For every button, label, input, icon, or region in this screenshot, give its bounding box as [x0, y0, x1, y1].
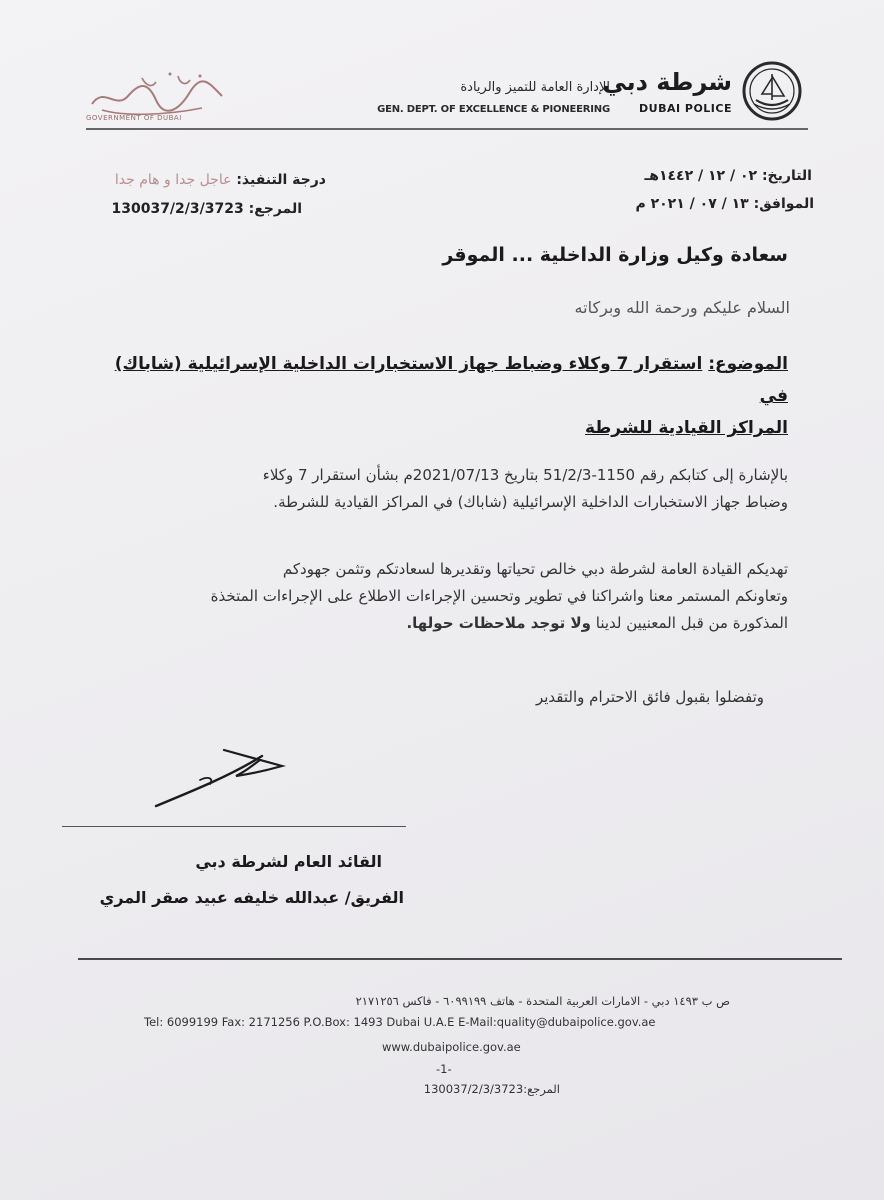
department-name-english: GEN. DEPT. OF EXCELLENCE & PIONEERING	[377, 104, 610, 115]
police-name-arabic: شرطة دبي	[602, 68, 732, 96]
footer-address-arabic: ص ب ١٤٩٣ دبي - الامارات العربية المتحدة - هاتف ٦٠٩٩١٩٩ - فاكس ٢١٧١٢٥٦	[355, 994, 730, 1008]
police-name-english: DUBAI POLICE	[639, 102, 732, 115]
date-gregorian-line	[635, 196, 814, 212]
subject-text-2: المراكز القيادية للشرطة	[584, 418, 788, 438]
paragraph-1-line-2: وضباط جهاز الاستخبارات الداخلية الإسرائيلية (شاباك) في المراكز القيادية للشرطة.	[273, 493, 788, 511]
paragraph-1-line-1: بالإشارة إلى كتابكم رقم 1150-51/2/3 بتاريخ 2021/07/13م بشأن استقرار 7 وكلاء	[262, 466, 788, 484]
subject-label: الموضوع:	[708, 354, 788, 374]
footer-website: www.dubaipolice.gov.ae	[382, 1040, 521, 1054]
subject-line-1	[98, 348, 788, 412]
greeting: السلام عليكم ورحمة الله وبركاته	[574, 298, 790, 317]
subject-text-1: استقرار 7 وكلاء وضباط جهاز الاستخبارات الداخلية الإسرائيلية (شاباك) في	[114, 354, 788, 406]
paragraph-2-line-2: وتعاونكم المستمر معنا واشراكنا في تطوير وتحسين الإجراءات الاطلاع على الإجراءات المتخذة	[210, 587, 788, 605]
footer-reference-label: المرجع	[527, 1082, 560, 1096]
signatory-title: القائد العام لشرطة دبي	[195, 852, 382, 871]
paragraph-2-no-remarks: ولا توجد ملاحظات حولها.	[406, 614, 591, 632]
date-gregorian: ١٣ / ٠٧ / ٢٠٢١ م	[635, 196, 749, 212]
paragraph-2-line-1: تهديكم القيادة العامة لشرطة دبي خالص تحياتها وتقديرها لسعادتكم وتثمن جهودكم	[282, 560, 788, 578]
date-label: التاريخ:	[761, 168, 812, 184]
reference-line	[76, 201, 302, 217]
page-number: -1-	[436, 1062, 452, 1076]
reference-value: 130037/2/3/3723	[111, 201, 244, 217]
footer-reference: المرجع:130037/2/3/3723	[423, 1082, 560, 1096]
corresponding-label: الموافق:	[753, 196, 814, 212]
signatory-name: الفريق/ عبدالله خليفه عبيد صقر المري	[99, 888, 404, 907]
closing: وتفضلوا بقبول فائق الاحترام والتقدير	[535, 688, 764, 706]
subject	[98, 348, 788, 444]
footer-reference-value: 130037/2/3/3723	[423, 1082, 524, 1096]
date-hijri-line	[644, 168, 812, 184]
dubai-police-emblem-icon	[740, 60, 804, 122]
paragraph-thanks	[28, 556, 788, 637]
priority-value: عاجل جدا و هام جدا	[114, 172, 232, 188]
addressee: سعادة وكيل وزارة الداخلية ... الموقر	[442, 244, 788, 266]
department-name-arabic: الإدارة العامة للتميز والريادة	[460, 80, 610, 95]
priority-label: درجة التنفيذ:	[236, 172, 326, 188]
signature-line	[62, 826, 406, 827]
handwritten-signature	[150, 740, 300, 820]
paragraph-2-line-3	[28, 610, 788, 637]
reference-label: المرجع:	[248, 201, 302, 217]
gov-caption: GOVERNMENT OF DUBAI	[86, 114, 182, 122]
header-divider	[86, 128, 808, 130]
footer-address-english: Tel: 6099199 Fax: 2171256 P.O.Box: 1493 Dubai U.A.E E-Mail:quality@dubaipolice.gov.ae	[144, 1015, 656, 1029]
priority-line	[76, 172, 326, 188]
subject-line-2	[98, 412, 788, 444]
footer-divider	[78, 958, 842, 960]
date-hijri: ٠٢ / ١٢ / ١٤٤٢هـ	[644, 168, 758, 184]
paragraph-2-line-3-text: المذكورة من قبل المعنيين لدينا	[595, 614, 788, 632]
paragraph-reference	[68, 462, 788, 516]
